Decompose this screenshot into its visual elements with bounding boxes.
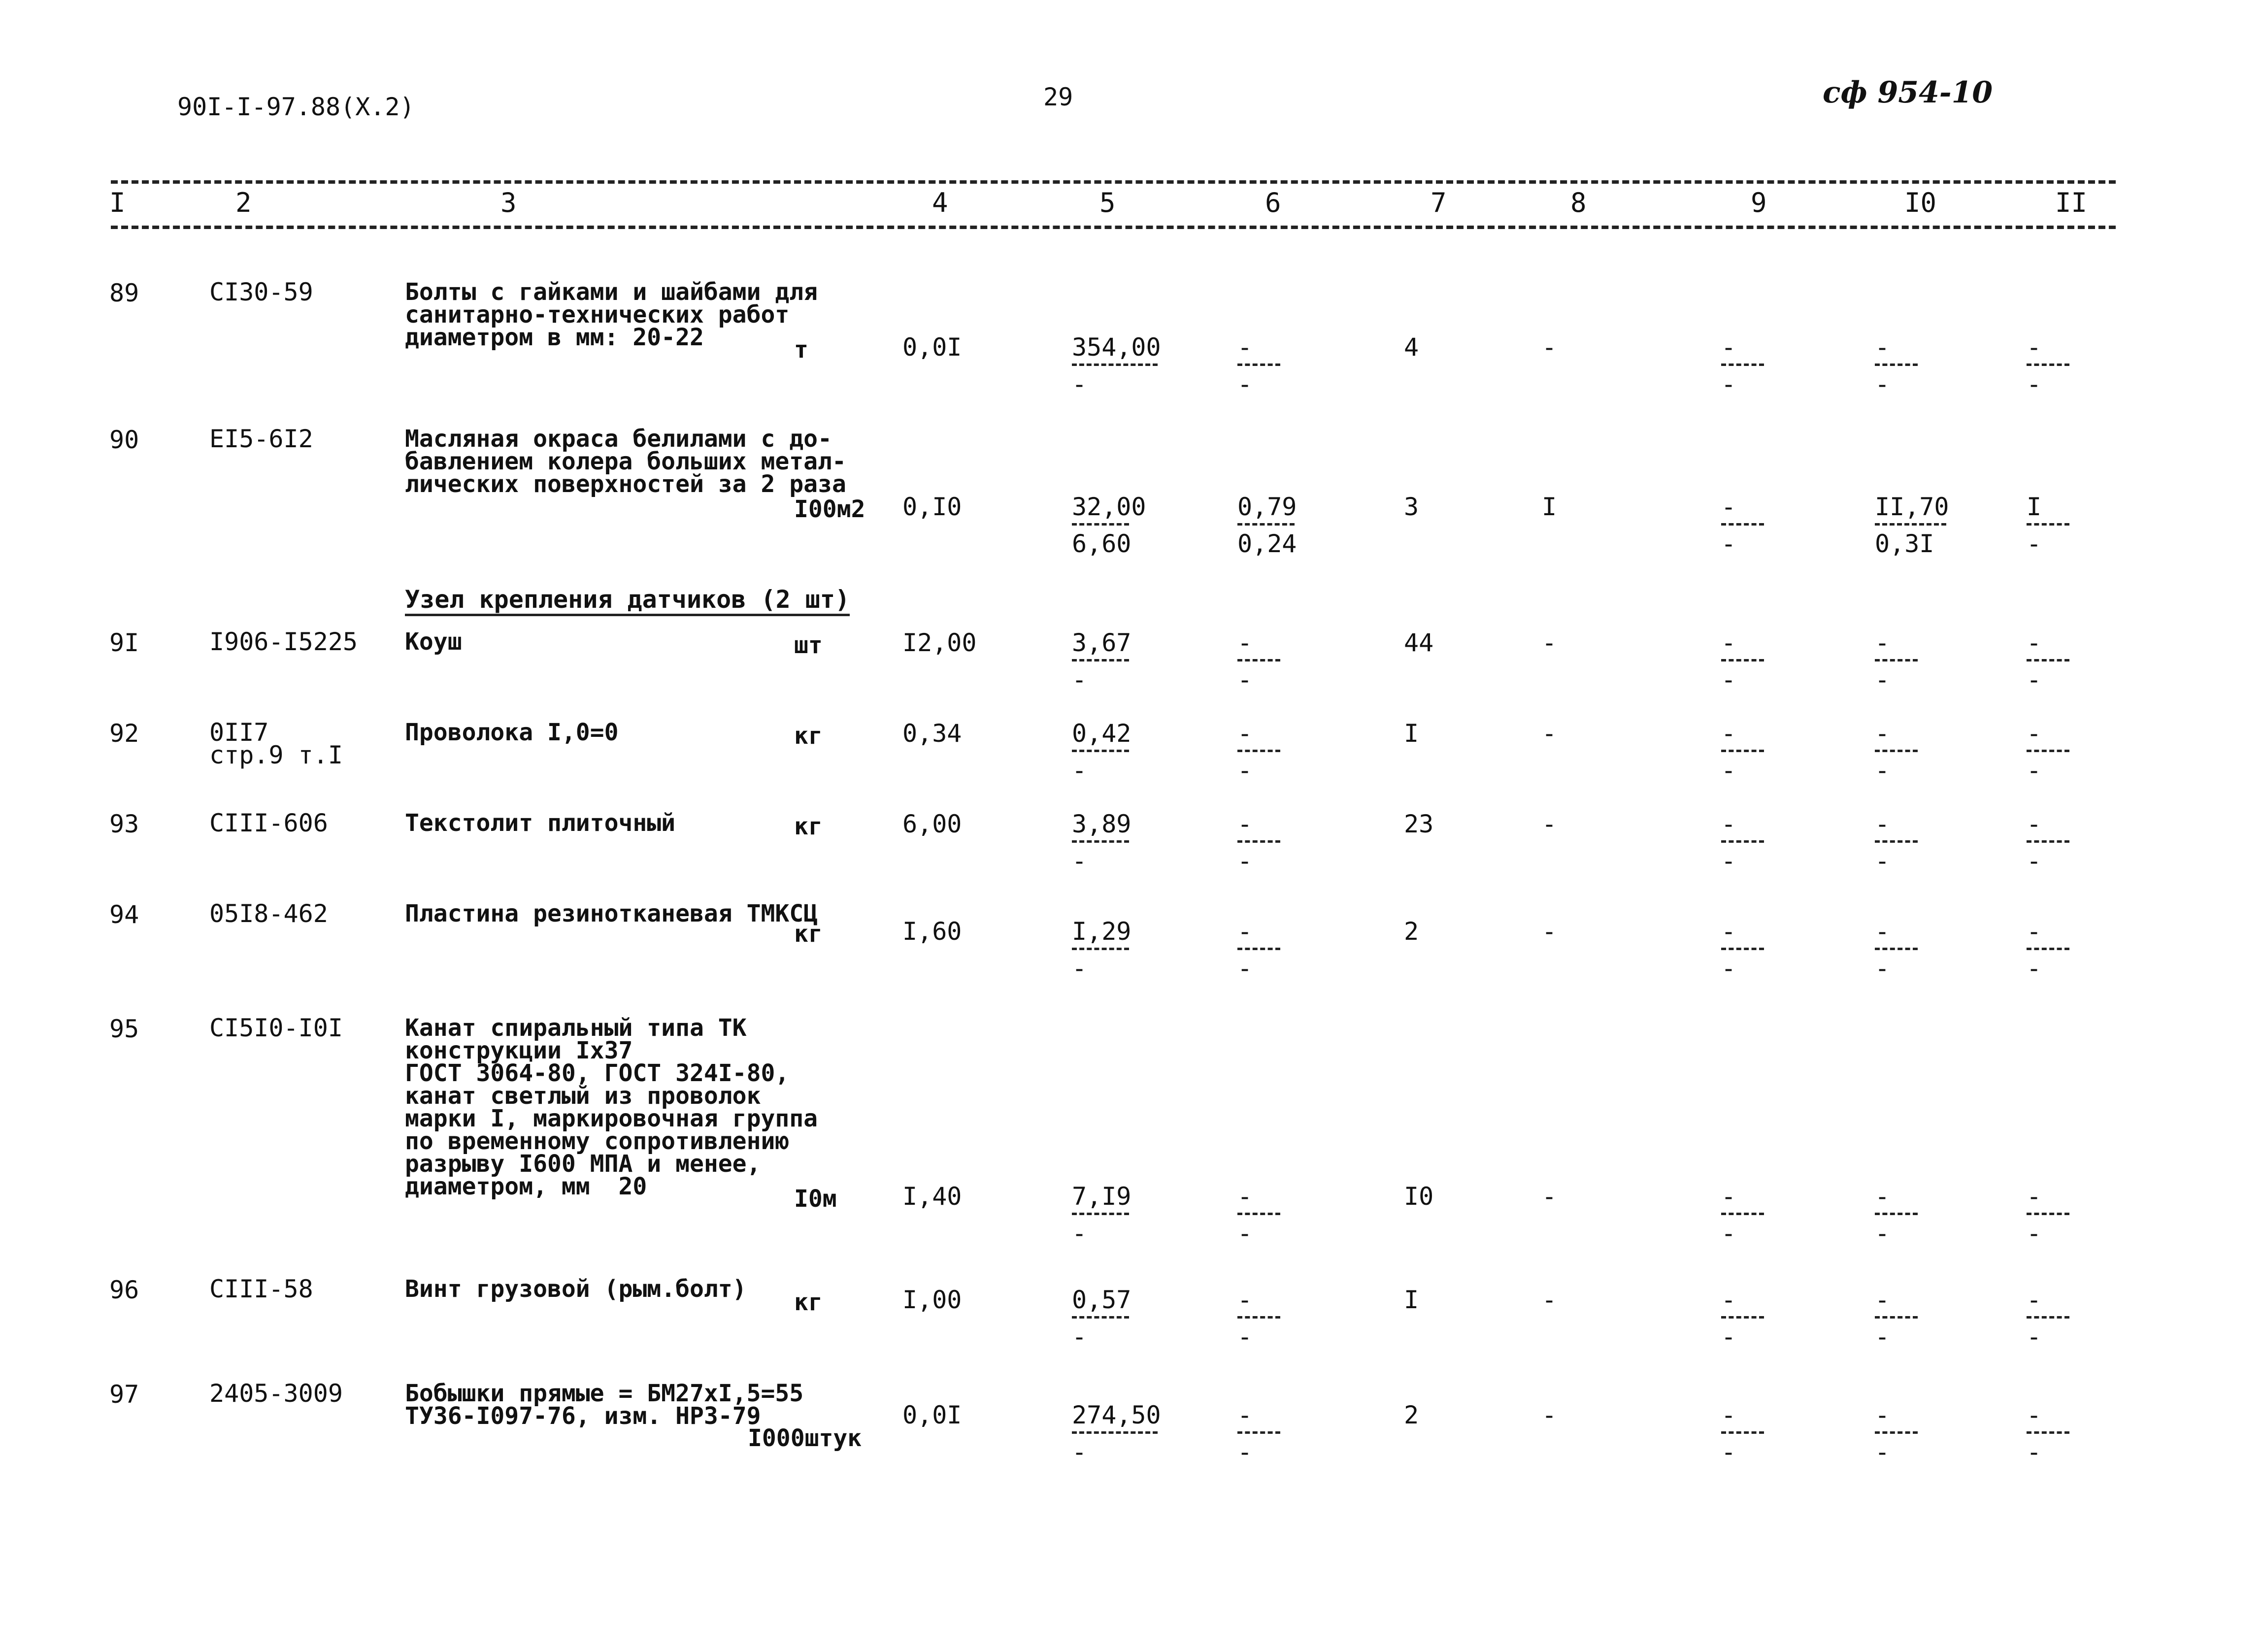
c6-fraction-bar — [1237, 659, 1280, 661]
item-name-line: разрыву I600 МПА и менее, — [405, 1150, 761, 1178]
row-number: 94 — [109, 900, 139, 929]
quantity: 0,I0 — [902, 493, 962, 521]
c6-bottom-value: - — [1237, 370, 1253, 398]
unit-of-measure: I00м2 — [794, 496, 865, 523]
c6-bottom-value: 0,24 — [1237, 529, 1297, 558]
c10-top-value: - — [1875, 1286, 1890, 1314]
fraction-cell-c9 — [1721, 721, 1764, 783]
c6-fraction-bar — [1237, 1431, 1280, 1434]
fraction-cell-c6 — [1237, 1403, 1280, 1464]
c6-top-value: 0,79 — [1237, 493, 1297, 521]
c9-bottom-value: - — [1721, 1322, 1736, 1351]
row-number: 97 — [109, 1380, 139, 1409]
item-name-line: Коуш — [405, 628, 462, 656]
c10-fraction-bar — [1875, 523, 1946, 526]
c5-fraction-bar — [1072, 948, 1129, 950]
c10-bottom-value: - — [1875, 954, 1890, 983]
price-code: 2405-3009 — [209, 1379, 343, 1408]
c10-top-value: - — [1875, 1182, 1890, 1211]
c5-top-value: 354,00 — [1072, 333, 1161, 362]
c9-top-value: - — [1721, 917, 1736, 946]
fraction-cell-c6 — [1237, 1184, 1280, 1246]
price-code: 0II7 стр.9 т.I — [209, 718, 343, 769]
quantity: 0,0I — [902, 1401, 962, 1429]
fraction-cell-c9 — [1721, 1184, 1764, 1246]
c5-top-value: 32,00 — [1072, 493, 1146, 521]
c9-top-value: - — [1721, 719, 1736, 748]
c6-fraction-bar — [1237, 948, 1280, 950]
c11-bottom-value: - — [2027, 370, 2042, 398]
c6-fraction-bar — [1237, 363, 1280, 366]
c9-fraction-bar — [1721, 840, 1764, 843]
fraction-cell-c5 — [1072, 495, 1146, 556]
item-name-line: лических поверхностей за 2 раза — [405, 470, 846, 498]
c9-fraction-bar — [1721, 1213, 1764, 1215]
c5-bottom-value: - — [1072, 370, 1087, 398]
c9-fraction-bar — [1721, 948, 1764, 950]
fraction-cell-c10 — [1875, 1184, 1918, 1246]
c11-top-value: - — [2027, 628, 2042, 657]
column-7-value: 3 — [1404, 493, 1419, 521]
fraction-cell-c11 — [2027, 1403, 2069, 1464]
price-code: EI5-6I2 — [209, 425, 313, 453]
fraction-cell-c9 — [1721, 919, 1764, 981]
c10-bottom-value: - — [1875, 665, 1890, 694]
c9-top-value: - — [1721, 1182, 1736, 1211]
column-header-8: 8 — [1570, 187, 1587, 218]
fraction-cell-c10 — [1875, 812, 1918, 873]
item-name-line: Пластина резинотканевая ТМКСЦ — [405, 900, 818, 927]
column-7-value: 2 — [1404, 1401, 1419, 1429]
c6-fraction-bar — [1237, 750, 1280, 752]
c10-top-value: - — [1875, 1401, 1890, 1429]
c10-fraction-bar — [1875, 750, 1918, 752]
c5-top-value: 274,50 — [1072, 1401, 1161, 1429]
c10-fraction-bar — [1875, 840, 1918, 843]
column-8-value: I — [1542, 493, 1557, 521]
page-number: 29 — [1043, 83, 1073, 111]
item-name-line: Винт грузовой (рым.болт) — [405, 1275, 747, 1303]
c6-bottom-value: - — [1237, 847, 1253, 875]
column-7-value: 23 — [1404, 810, 1434, 838]
column-7-value: I0 — [1404, 1182, 1434, 1211]
fraction-cell-c5 — [1072, 630, 1131, 692]
fraction-cell-c11 — [2027, 919, 2069, 981]
c10-bottom-value: - — [1875, 847, 1890, 875]
item-name — [405, 628, 462, 656]
handwritten-stamp: сф 954-10 — [1823, 75, 1993, 110]
c10-bottom-value: 0,3I — [1875, 529, 1934, 558]
fraction-cell-c6 — [1237, 495, 1297, 556]
c6-fraction-bar — [1237, 1213, 1280, 1215]
item-name — [405, 1380, 804, 1430]
item-name-line: марки I, маркировочная группа — [405, 1105, 818, 1132]
price-code: CIII-58 — [209, 1275, 313, 1303]
quantity: I,40 — [902, 1182, 962, 1211]
c6-top-value: - — [1237, 628, 1253, 657]
row-number: 89 — [109, 279, 139, 307]
c9-fraction-bar — [1721, 1431, 1764, 1434]
fraction-cell-c5 — [1072, 721, 1131, 783]
column-8-value: - — [1542, 917, 1557, 946]
c5-bottom-value: - — [1072, 756, 1087, 785]
fraction-cell-c11 — [2027, 812, 2069, 873]
c5-top-value: 7,I9 — [1072, 1182, 1132, 1211]
c5-fraction-bar — [1072, 750, 1129, 752]
price-code: CI30-59 — [209, 278, 313, 306]
c9-bottom-value: - — [1721, 954, 1736, 983]
row-number: 93 — [109, 810, 139, 838]
c10-bottom-value: - — [1875, 756, 1890, 785]
c6-bottom-value: - — [1237, 1438, 1253, 1466]
price-code: I906-I5225 — [209, 628, 358, 656]
section-subheading: Узел крепления датчиков (2 шт) — [405, 587, 850, 616]
column-8-value: - — [1542, 333, 1557, 362]
item-name-line: ГОСТ 3064-80, ГОСТ 324I-80, — [405, 1059, 790, 1087]
c11-bottom-value: - — [2027, 1322, 2042, 1351]
c10-fraction-bar — [1875, 1431, 1918, 1434]
item-name-line: конструкции Iх37 — [405, 1037, 633, 1064]
fraction-cell-c9 — [1721, 1288, 1764, 1349]
column-header-11: II — [2055, 187, 2088, 218]
c6-top-value: - — [1237, 1286, 1253, 1314]
fraction-cell-c10 — [1875, 495, 1949, 556]
c10-top-value: - — [1875, 810, 1890, 838]
c6-top-value: - — [1237, 810, 1253, 838]
c11-fraction-bar — [2027, 1213, 2069, 1215]
fraction-cell-c5 — [1072, 1403, 1161, 1464]
c11-fraction-bar — [2027, 659, 2069, 661]
fraction-cell-c10 — [1875, 1403, 1918, 1464]
c9-fraction-bar — [1721, 523, 1764, 526]
column-7-value: I — [1404, 719, 1419, 748]
c9-top-value: - — [1721, 1401, 1736, 1429]
item-name — [405, 425, 846, 498]
column-8-value: - — [1542, 810, 1557, 838]
quantity: I2,00 — [902, 628, 977, 657]
fraction-cell-c10 — [1875, 919, 1918, 981]
c11-bottom-value: - — [2027, 1438, 2042, 1466]
item-name — [405, 721, 618, 744]
c6-bottom-value: - — [1237, 665, 1253, 694]
item-name-line: Проволока I,0=0 — [405, 719, 619, 746]
c11-bottom-value: - — [2027, 847, 2042, 875]
unit-of-measure: кг — [794, 722, 823, 750]
c6-fraction-bar — [1237, 840, 1280, 843]
c6-bottom-value: - — [1237, 756, 1253, 785]
c11-top-value: I — [2027, 493, 2042, 521]
c9-fraction-bar — [1721, 1316, 1764, 1319]
c5-top-value: 0,42 — [1072, 719, 1132, 748]
c5-fraction-bar — [1072, 523, 1129, 526]
c9-fraction-bar — [1721, 363, 1764, 366]
fraction-cell-c9 — [1721, 812, 1764, 873]
c6-bottom-value: - — [1237, 1219, 1253, 1248]
unit-of-measure: I0м — [794, 1185, 837, 1213]
header-rule-top — [111, 180, 2116, 184]
column-header-5: 5 — [1099, 187, 1116, 218]
unit-of-measure: I000штук — [748, 1424, 862, 1452]
c6-top-value: - — [1237, 917, 1253, 946]
c5-bottom-value: - — [1072, 1322, 1087, 1351]
quantity: 0,34 — [902, 719, 962, 748]
quantity: I,60 — [902, 917, 962, 946]
c11-bottom-value: - — [2027, 1219, 2042, 1248]
column-7-value: I — [1404, 1286, 1419, 1314]
c11-top-value: - — [2027, 1182, 2042, 1211]
c10-bottom-value: - — [1875, 1322, 1890, 1351]
fraction-cell-c5 — [1072, 335, 1161, 396]
column-header-10: I0 — [1904, 187, 1937, 218]
fraction-cell-c9 — [1721, 495, 1764, 556]
c10-fraction-bar — [1875, 1213, 1918, 1215]
fraction-cell-c10 — [1875, 335, 1918, 396]
item-name-line: Масляная окраса белилами с до- — [405, 425, 832, 453]
c5-top-value: 3,89 — [1072, 810, 1132, 838]
fraction-cell-c9 — [1721, 335, 1764, 396]
c6-top-value: - — [1237, 333, 1253, 362]
c5-fraction-bar — [1072, 1316, 1129, 1319]
fraction-cell-c10 — [1875, 721, 1918, 783]
fraction-cell-c5 — [1072, 812, 1131, 873]
c5-bottom-value: - — [1072, 665, 1087, 694]
c11-bottom-value: - — [2027, 665, 2042, 694]
c9-fraction-bar — [1721, 659, 1764, 661]
c10-top-value: II,70 — [1875, 493, 1949, 521]
fraction-cell-c5 — [1072, 919, 1131, 981]
c9-top-value: - — [1721, 628, 1736, 657]
fraction-cell-c9 — [1721, 630, 1764, 692]
row-number: 95 — [109, 1015, 139, 1043]
fraction-cell-c6 — [1237, 812, 1280, 873]
item-name — [405, 278, 818, 351]
fraction-cell-c11 — [2027, 495, 2069, 556]
item-name — [405, 902, 818, 925]
c9-top-value: - — [1721, 333, 1736, 362]
c11-top-value: - — [2027, 1401, 2042, 1429]
c11-fraction-bar — [2027, 1431, 2069, 1434]
c5-fraction-bar — [1072, 659, 1129, 661]
c11-bottom-value: - — [2027, 756, 2042, 785]
price-code: 05I8-462 — [209, 899, 328, 928]
item-name-line: Текстолит плиточный — [405, 809, 676, 837]
column-header-3: 3 — [500, 187, 517, 218]
item-name-line: диаметром, мм 20 — [405, 1173, 647, 1200]
c9-bottom-value: - — [1721, 847, 1736, 875]
c6-fraction-bar — [1237, 523, 1295, 526]
c10-bottom-value: - — [1875, 370, 1890, 398]
c9-bottom-value: - — [1721, 370, 1736, 398]
c11-top-value: - — [2027, 1286, 2042, 1314]
column-8-value: - — [1542, 1286, 1557, 1314]
c5-bottom-value: - — [1072, 847, 1087, 875]
c5-fraction-bar — [1072, 1431, 1158, 1434]
item-name-line: Болты с гайками и шайбами для — [405, 278, 818, 306]
column-8-value: - — [1542, 1401, 1557, 1429]
c10-fraction-bar — [1875, 363, 1918, 366]
column-header-4: 4 — [932, 187, 948, 218]
item-name — [405, 1275, 747, 1303]
c6-bottom-value: - — [1237, 1322, 1253, 1351]
item-name-line: Бобышки прямые = БМ27хI,5=55 — [405, 1380, 804, 1407]
item-name-line: канат светлый из проволок — [405, 1082, 761, 1110]
c5-bottom-value: 6,60 — [1072, 529, 1132, 558]
c5-fraction-bar — [1072, 1213, 1129, 1215]
fraction-cell-c5 — [1072, 1288, 1131, 1349]
fraction-cell-c6 — [1237, 1288, 1280, 1349]
c5-top-value: I,29 — [1072, 917, 1132, 946]
c5-top-value: 0,57 — [1072, 1286, 1132, 1314]
c10-top-value: - — [1875, 917, 1890, 946]
column-7-value: 2 — [1404, 917, 1419, 946]
column-8-value: - — [1542, 719, 1557, 748]
column-7-value: 4 — [1404, 333, 1419, 362]
item-name-line: Канат спиральный типа ТК — [405, 1014, 747, 1042]
item-name-line: ТУ36-I097-76, изм. НР3-79 — [405, 1402, 761, 1430]
row-number: 92 — [109, 719, 139, 748]
fraction-cell-c10 — [1875, 630, 1918, 692]
item-name-line: санитарно-технических работ — [405, 301, 790, 329]
quantity: I,00 — [902, 1286, 962, 1314]
c10-fraction-bar — [1875, 1316, 1918, 1319]
c6-fraction-bar — [1237, 1316, 1280, 1319]
row-number: 96 — [109, 1276, 139, 1304]
unit-of-measure: т — [794, 336, 808, 363]
c10-top-value: - — [1875, 628, 1890, 657]
unit-of-measure: кг — [794, 920, 823, 948]
price-code: CI5I0-I0I — [209, 1014, 343, 1042]
price-code: CIII-606 — [209, 809, 328, 837]
row-number: 9I — [109, 628, 139, 657]
fraction-cell-c11 — [2027, 1184, 2069, 1246]
c6-top-value: - — [1237, 1182, 1253, 1211]
c6-top-value: - — [1237, 1401, 1253, 1429]
c11-bottom-value: - — [2027, 529, 2042, 558]
unit-of-measure: кг — [794, 813, 823, 840]
column-header-1: I — [109, 187, 126, 218]
c5-fraction-bar — [1072, 840, 1129, 843]
c10-fraction-bar — [1875, 659, 1918, 661]
c9-bottom-value: - — [1721, 756, 1736, 785]
item-name-line: бавлением колера больших метал- — [405, 448, 846, 475]
c5-bottom-value: - — [1072, 1219, 1087, 1248]
fraction-cell-c11 — [2027, 721, 2069, 783]
c9-top-value: - — [1721, 1286, 1736, 1314]
c9-bottom-value: - — [1721, 1438, 1736, 1466]
c11-top-value: - — [2027, 719, 2042, 748]
fraction-cell-c6 — [1237, 335, 1280, 396]
c10-bottom-value: - — [1875, 1438, 1890, 1466]
unit-of-measure: кг — [794, 1289, 823, 1316]
fraction-cell-c11 — [2027, 335, 2069, 396]
fraction-cell-c5 — [1072, 1184, 1131, 1246]
quantity: 6,00 — [902, 810, 962, 838]
unit-of-measure: шт — [794, 631, 823, 659]
c11-fraction-bar — [2027, 1316, 2069, 1319]
c5-top-value: 3,67 — [1072, 628, 1132, 657]
item-name-line: диаметром в мм: 20-22 — [405, 324, 704, 351]
c9-fraction-bar — [1721, 750, 1764, 752]
c6-top-value: - — [1237, 719, 1253, 748]
c9-top-value: - — [1721, 810, 1736, 838]
fraction-cell-c6 — [1237, 919, 1280, 981]
fraction-cell-c11 — [2027, 1288, 2069, 1349]
column-7-value: 44 — [1404, 628, 1434, 657]
column-header-6: 6 — [1265, 187, 1281, 218]
c11-fraction-bar — [2027, 750, 2069, 752]
c11-top-value: - — [2027, 333, 2042, 362]
fraction-cell-c11 — [2027, 630, 2069, 692]
c10-top-value: - — [1875, 333, 1890, 362]
c5-bottom-value: - — [1072, 1438, 1087, 1466]
c11-top-value: - — [2027, 917, 2042, 946]
column-8-value: - — [1542, 1182, 1557, 1211]
c10-fraction-bar — [1875, 948, 1918, 950]
c11-fraction-bar — [2027, 363, 2069, 366]
c11-fraction-bar — [2027, 948, 2069, 950]
header-rule-bottom — [111, 226, 2116, 229]
fraction-cell-c6 — [1237, 630, 1280, 692]
c10-top-value: - — [1875, 719, 1890, 748]
c5-bottom-value: - — [1072, 954, 1087, 983]
document-code: 90I-I-97.88(X.2) — [177, 93, 415, 121]
c9-bottom-value: - — [1721, 1219, 1736, 1248]
c11-fraction-bar — [2027, 523, 2069, 526]
c9-top-value: - — [1721, 493, 1736, 521]
c11-fraction-bar — [2027, 840, 2069, 843]
column-header-9: 9 — [1751, 187, 1767, 218]
fraction-cell-c10 — [1875, 1288, 1918, 1349]
c9-bottom-value: - — [1721, 665, 1736, 694]
item-name — [405, 1014, 818, 1200]
item-name-line: по временному сопротивлению — [405, 1127, 790, 1155]
quantity: 0,0I — [902, 333, 962, 362]
column-header-7: 7 — [1431, 187, 1447, 218]
c11-top-value: - — [2027, 810, 2042, 838]
column-8-value: - — [1542, 628, 1557, 657]
c11-bottom-value: - — [2027, 954, 2042, 983]
c5-fraction-bar — [1072, 363, 1158, 366]
c6-bottom-value: - — [1237, 954, 1253, 983]
c10-bottom-value: - — [1875, 1219, 1890, 1248]
fraction-cell-c9 — [1721, 1403, 1764, 1464]
item-name — [405, 809, 676, 837]
c9-bottom-value: - — [1721, 529, 1736, 558]
column-header-2: 2 — [235, 187, 252, 218]
fraction-cell-c6 — [1237, 721, 1280, 783]
row-number: 90 — [109, 426, 139, 454]
